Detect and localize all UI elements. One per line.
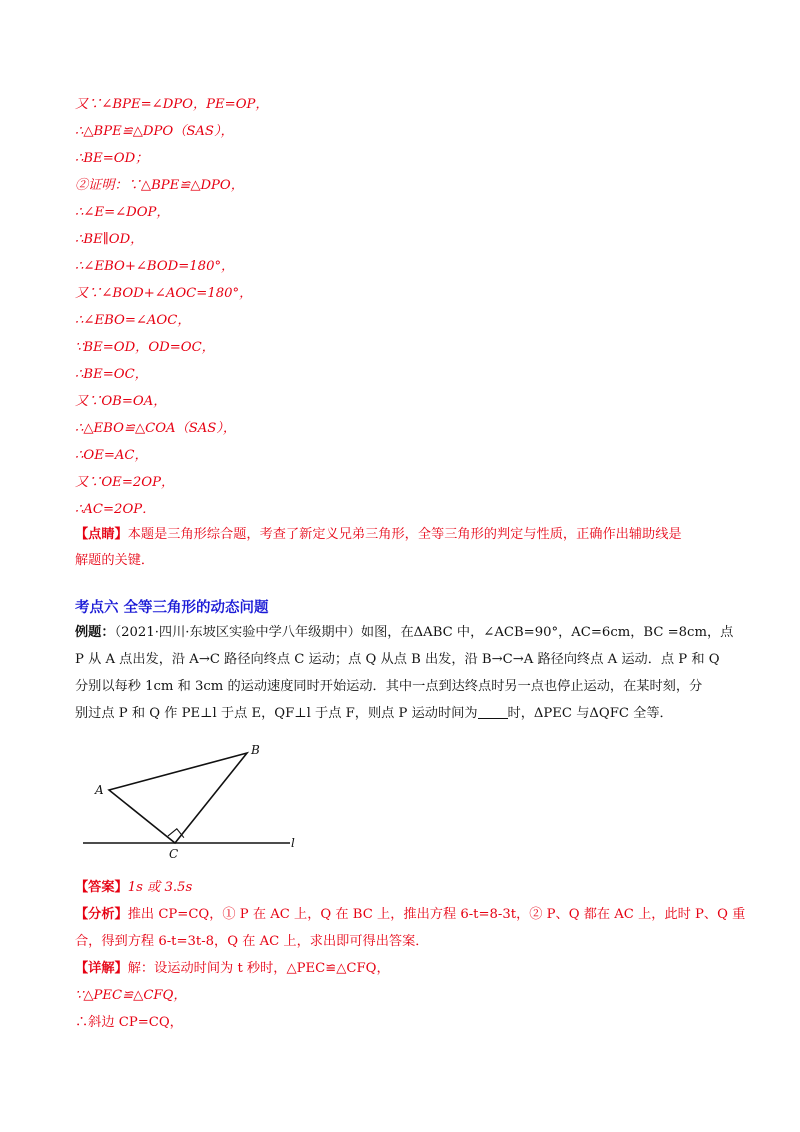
detail-line-3: ∴斜边 CP=CQ， [75, 1015, 183, 1030]
answer-text: 1s 或 3.5s [127, 880, 193, 895]
example-tag: 例题： [75, 625, 115, 640]
comment-tag: 【点睛】 [75, 527, 128, 542]
proof-line: 又∵OB=OA， [75, 394, 167, 409]
proof-line: ∴BE∥OD， [75, 232, 144, 247]
proof-line: ∴AC=2OP． [75, 502, 156, 517]
analysis-line-2: 合，得到方程 6-t=3t-8，Q 在 AC 上，求出即可得出答案． [75, 934, 429, 949]
proof-line: ∴△BPE≌△DPO（SAS）， [75, 124, 234, 139]
detail-tag: 【详解】 [75, 961, 128, 976]
detail-line-1 [75, 958, 390, 980]
example-line-2: P 从 A 点出发，沿 A→C 路径向终点 C 运动；点 Q 从点 B 出发，沿 B→C→A 路径向终点 A 运动．点 P 和 Q [75, 652, 720, 667]
label-l: l [291, 836, 295, 850]
proof-line: ∴OE=AC， [75, 448, 148, 463]
analysis-tag: 【分析】 [75, 907, 128, 922]
example-line-4a: 别过点 P 和 Q 作 PE⊥l 于点 E，QF⊥l 于点 F，则点 P 运动时间为 [75, 706, 478, 721]
example-text: （2021·四川·东坡区实验中学八年级期中）如图，在ΔABC 中，∠ACB=90°，AC=6cm，BC =8cm，点 [114, 625, 734, 640]
proof-line: ∴BE=OC， [75, 367, 148, 382]
answer-line [75, 877, 192, 899]
proof-line: 又∵∠BPE=∠DPO，PE=OP， [75, 97, 269, 112]
answer-tag: 【答案】 [75, 880, 128, 895]
comment-text: 本题是三角形综合题，考查了新定义兄弟三角形，全等三角形的判定与性质，正确作出辅助线是 [127, 527, 682, 542]
right-angle-mark [168, 829, 184, 838]
label-b: B [251, 743, 260, 757]
proof-line: ∴∠EBO=∠AOC， [75, 313, 191, 328]
analysis-line-1 [75, 904, 745, 926]
example-line-4b: 时，ΔPEC 与ΔQFC 全等． [507, 706, 673, 721]
analysis-text: 推出 CP=CQ，① P 在 AC 上，Q 在 BC 上，推出方程 6-t=8-3t，② P、Q 都在 AC 上，此时 P、Q 重 [127, 907, 746, 922]
proof-line: ∴∠EBO+∠BOD=180°， [75, 259, 235, 274]
detail-line-2: ∵△PEC≌△CFQ， [75, 988, 187, 1003]
proof-line: 又∵∠BOD+∠AOC=180°， [75, 286, 253, 301]
comment-line-2: 解题的关键． [75, 553, 155, 568]
detail-text: 解：设运动时间为 t 秒时，△PEC≌△CFQ， [127, 961, 390, 976]
section-title: 考点六 全等三角形的动态问题 [75, 599, 269, 616]
proof-line: ∴△EBO≌△COA（SAS）， [75, 421, 237, 436]
proof-line: ②证明：∵△BPE≌△DPO， [75, 178, 244, 193]
proof-line: ∴∠E=∠DOP， [75, 205, 170, 220]
label-c: C [169, 847, 179, 861]
example-line-3: 分别以每秒 1cm 和 3cm 的运动速度同时开始运动．其中一点到达终点时另一点也停止运动，在某时刻，分 [75, 679, 703, 694]
proof-line: ∴BE=OD； [75, 151, 149, 166]
label-a: A [95, 783, 104, 797]
proof-line: 又∵OE=2OP， [75, 475, 175, 490]
proof-line: ∵BE=OD，OD=OC， [75, 340, 215, 355]
